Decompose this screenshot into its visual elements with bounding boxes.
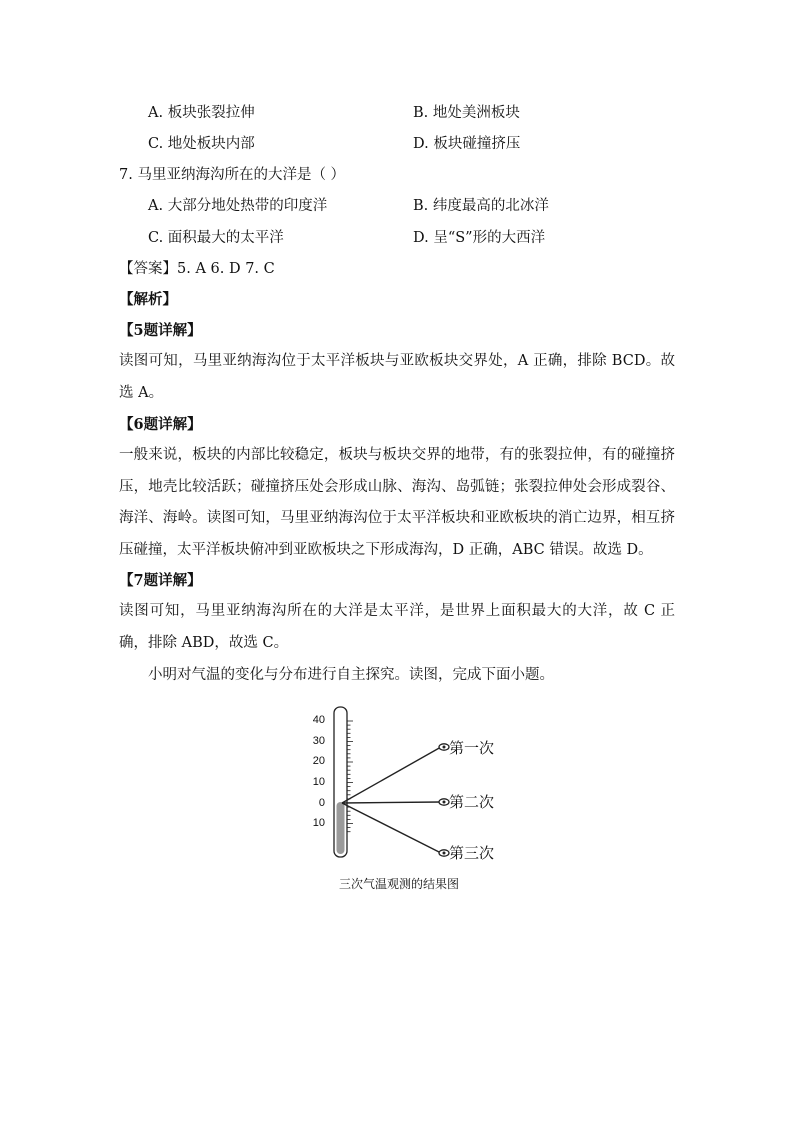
thermometer-figure [281, 697, 517, 915]
observer-label-second: 第二次 [449, 793, 495, 811]
scale-label-minus-10: 10 [312, 817, 325, 829]
q5-detail-heading: 【5题详解】 [119, 322, 202, 339]
q6-option-a: A. 板块张裂拉伸 [148, 105, 255, 121]
q7-stem: 7. 马里亚纳海沟所在的大洋是（ ） [119, 167, 346, 183]
thermometer-mercury [337, 802, 345, 854]
q7-option-c: C. 面积最大的太平洋 [148, 230, 284, 246]
q7-option-d: D. 呈“S”形的大西洋 [413, 230, 546, 246]
sight-line-third [342, 803, 441, 853]
scale-label-40: 40 [312, 714, 325, 726]
q5-detail-text: 读图可知，马里亚纳海沟位于太平洋板块与亚欧板块交界处，A 正确，排除 BCD。故选 A。 [119, 353, 675, 401]
scale-label-0: 0 [318, 797, 325, 809]
q6-option-d: D. 板块碰撞挤压 [413, 136, 521, 152]
scale-label-10: 10 [312, 776, 325, 788]
eye-icon-third [439, 850, 449, 856]
q7-option-a: A. 大部分地处热带的印度洋 [148, 198, 328, 214]
figure-caption: 三次气温观测的结果图 [338, 877, 459, 891]
sight-line-first [342, 747, 441, 803]
observer-label-third: 第三次 [449, 844, 495, 862]
q7-detail-text: 读图可知，马里亚纳海沟所在的大洋是太平洋，是世界上面积最大的大洋，故 C 正确，排除 ABD，故选 C。 [119, 603, 675, 651]
eye-icon-second [439, 799, 449, 805]
q6-detail-heading: 【6题详解】 [119, 416, 202, 433]
intro-text: 小明对气温的变化与分布进行自主探究。读图，完成下面小题。 [148, 667, 554, 683]
scale-label-20: 20 [312, 755, 325, 767]
scale-label-30: 30 [312, 735, 325, 747]
q6-detail-text: 一般来说，板块的内部比较稳定，板块与板块交界的地带，有的张裂拉伸，有的碰撞挤压，地壳比较活跃；碰撞挤压处会形成山脉、海沟、岛弧链；张裂拉伸处会形成裂谷、海洋、海岭。读图可知，马里亚纳海沟位于太平洋板块和亚欧板块的消亡边界，相互挤压碰撞，太平洋板块俯冲到亚欧板块之下形成海沟，D 正确，ABC 错误。故选 D。 [119, 447, 675, 558]
sight-line-second [342, 802, 441, 803]
analysis-heading: 【解析】 [119, 291, 177, 308]
observer-label-first: 第一次 [449, 739, 495, 757]
q6-option-b: B. 地处美洲板块 [413, 105, 520, 121]
q7-option-b: B. 纬度最高的北冰洋 [413, 198, 549, 214]
answer-line: 【答案】5. A 6. D 7. C [119, 261, 275, 277]
eye-icon-first [439, 744, 449, 750]
q6-option-c: C. 地处板块内部 [148, 136, 255, 152]
q7-detail-heading: 【7题详解】 [119, 572, 202, 589]
